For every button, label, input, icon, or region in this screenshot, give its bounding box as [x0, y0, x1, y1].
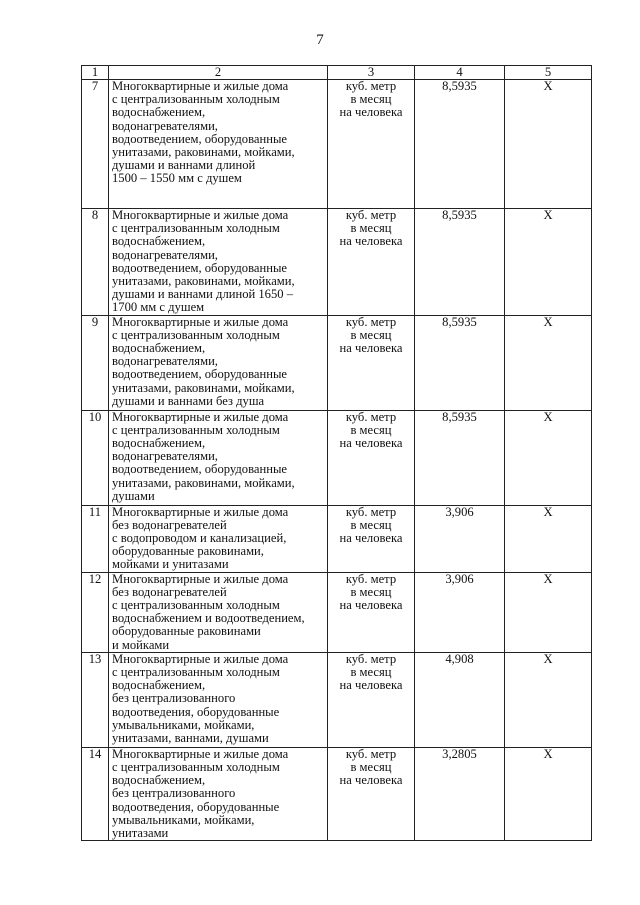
row-number: 14 [82, 747, 109, 840]
table-row [82, 505, 592, 572]
description-line: водоснабжением, [112, 341, 206, 356]
description-line: водоотведением, оборудованные [112, 131, 288, 146]
unit-line: на человека [339, 341, 403, 356]
description-line: без водонагревателей [112, 584, 227, 599]
norm-value: 8,5935 [415, 410, 505, 505]
description-line: водоотведения, оборудованные [112, 799, 280, 814]
description-line: Многоквартирные и жилые дома [112, 571, 289, 586]
unit-line: в месяц [350, 92, 392, 107]
description-line: водонагревателями, [112, 449, 218, 464]
row-number: 10 [82, 410, 109, 505]
description-line: водоотведением, оборудованные [112, 260, 288, 275]
description-line: с водопроводом и канализацией, [112, 531, 287, 546]
unit-line: на человека [339, 531, 403, 546]
description-line: мойками и унитазами [112, 557, 229, 572]
row-number: 7 [82, 80, 109, 209]
table-row [82, 572, 592, 652]
unit-line: в месяц [350, 517, 392, 532]
row-number: 9 [82, 315, 109, 410]
description-line: Многоквартирные и жилые дома [112, 314, 289, 329]
description-line: водоснабжением, [112, 773, 206, 788]
description-line: водоснабжением и водоотведением, [112, 611, 305, 626]
description-line: без водонагревателей [112, 517, 227, 532]
unit-line: на человека [339, 678, 403, 693]
description-line: унитазами, раковинами, мойками, [112, 380, 295, 395]
description-line: умывальниками, мойками, [112, 717, 255, 732]
unit-line: куб. метр [345, 504, 397, 519]
description-line: Многоквартирные и жилые дома [112, 504, 289, 519]
description-line: водоснабжением, [112, 105, 206, 120]
norm-value: 8,5935 [415, 315, 505, 410]
unit-line: в месяц [350, 665, 392, 680]
housing-description [109, 209, 328, 316]
description-line: 1700 мм с душем [112, 300, 205, 315]
description-line: умывальниками, мойками, [112, 812, 255, 827]
norm-value: 8,5935 [415, 80, 505, 209]
column-5-mark: X [505, 315, 592, 410]
unit-of-measure [328, 209, 415, 316]
description-line: унитазами, раковинами, мойками, [112, 145, 295, 160]
description-line: с централизованным холодным [112, 598, 280, 613]
description-line: 1500 – 1550 мм с душем [112, 171, 242, 186]
unit-line: на человека [339, 436, 403, 451]
row-number: 12 [82, 572, 109, 652]
unit-of-measure [328, 505, 415, 572]
unit-line: на человека [339, 773, 403, 788]
unit-line: в месяц [350, 760, 392, 775]
description-line: Многоквартирные и жилые дома [112, 746, 289, 761]
column-5-mark: X [505, 80, 592, 209]
description-line: душами и ваннами без душа [112, 393, 265, 408]
column-header-1: 1 [82, 66, 109, 80]
unit-of-measure [328, 315, 415, 410]
norm-value: 4,908 [415, 652, 505, 747]
description-line: душами [112, 488, 155, 503]
description-line: водонагревателями, [112, 118, 218, 133]
unit-line: в месяц [350, 422, 392, 437]
unit-of-measure [328, 652, 415, 747]
description-line: водоотведения, оборудованные [112, 704, 280, 719]
table-row [82, 209, 592, 316]
norm-value: 3,2805 [415, 747, 505, 840]
unit-line: куб. метр [345, 314, 397, 329]
description-line: Многоквартирные и жилые дома [112, 208, 289, 222]
unit-line: куб. метр [345, 746, 397, 761]
unit-of-measure [328, 80, 415, 209]
housing-description [109, 80, 328, 209]
housing-description [109, 652, 328, 747]
description-line: Многоквартирные и жилые дома [112, 79, 289, 93]
unit-line: в месяц [350, 327, 392, 342]
column-header-3: 3 [328, 66, 415, 80]
unit-line: куб. метр [345, 208, 397, 222]
page-number: 7 [316, 32, 324, 48]
description-line: с централизованным холодным [112, 92, 280, 107]
table-row [82, 315, 592, 410]
unit-of-measure [328, 747, 415, 840]
column-5-mark: X [505, 209, 592, 316]
description-line: унитазами, ваннами, душами [112, 731, 269, 746]
description-line: унитазами, раковинами, мойками, [112, 274, 295, 289]
description-line: с централизованным холодным [112, 327, 280, 342]
column-header-2: 2 [109, 66, 328, 80]
column-5-mark: X [505, 747, 592, 840]
column-header-4: 4 [415, 66, 505, 80]
description-line: водоснабжением, [112, 678, 206, 693]
housing-description [109, 410, 328, 505]
description-line: унитазами, раковинами, мойками, [112, 475, 295, 490]
unit-line: на человека [339, 598, 403, 613]
description-line: душами и ваннами длиной 1650 – [112, 287, 294, 302]
description-line: водонагревателями, [112, 247, 218, 262]
unit-line: куб. метр [345, 409, 397, 424]
column-5-mark: X [505, 652, 592, 747]
unit-line: на человека [339, 105, 403, 120]
table-row [82, 410, 592, 505]
description-line: с централизованным холодным [112, 760, 280, 775]
unit-line: в месяц [350, 221, 392, 236]
norm-value: 3,906 [415, 505, 505, 572]
description-line: с централизованным холодным [112, 665, 280, 680]
housing-description [109, 505, 328, 572]
norm-value: 3,906 [415, 572, 505, 652]
housing-description [109, 315, 328, 410]
unit-line: куб. метр [345, 571, 397, 586]
description-line: водоотведением, оборудованные [112, 462, 288, 477]
norm-value: 8,5935 [415, 209, 505, 316]
row-number: 13 [82, 652, 109, 747]
description-line: Многоквартирные и жилые дома [112, 651, 289, 666]
table-row [82, 652, 592, 747]
description-line: душами и ваннами длиной [112, 158, 256, 173]
column-5-mark: X [505, 410, 592, 505]
description-line: оборудованные раковинами [112, 624, 261, 639]
unit-of-measure [328, 410, 415, 505]
unit-line: в месяц [350, 584, 392, 599]
description-line: без централизованного [112, 691, 236, 706]
unit-of-measure [328, 572, 415, 652]
row-number: 11 [82, 505, 109, 572]
unit-line: куб. метр [345, 651, 397, 666]
description-line: Многоквартирные и жилые дома [112, 409, 289, 424]
description-line: водонагревателями, [112, 354, 218, 369]
table-row [82, 80, 592, 209]
description-line: водоснабжением, [112, 234, 206, 249]
row-number: 8 [82, 209, 109, 316]
table-row [82, 747, 592, 840]
housing-description [109, 747, 328, 840]
description-line: и мойками [112, 637, 170, 652]
column-header-5: 5 [505, 66, 592, 80]
description-line: унитазами [112, 826, 169, 841]
housing-description [109, 572, 328, 652]
description-line: оборудованные раковинами, [112, 544, 264, 559]
description-line: с централизованным холодным [112, 422, 280, 437]
column-5-mark: X [505, 505, 592, 572]
description-line: водоснабжением, [112, 436, 206, 451]
description-line: с централизованным холодным [112, 221, 280, 236]
table-header-row [82, 66, 592, 80]
column-5-mark: X [505, 572, 592, 652]
description-line: без централизованного [112, 786, 236, 801]
norms-table [81, 65, 592, 841]
unit-line: куб. метр [345, 79, 397, 93]
description-line: водоотведением, оборудованные [112, 367, 288, 382]
unit-line: на человека [339, 234, 403, 249]
